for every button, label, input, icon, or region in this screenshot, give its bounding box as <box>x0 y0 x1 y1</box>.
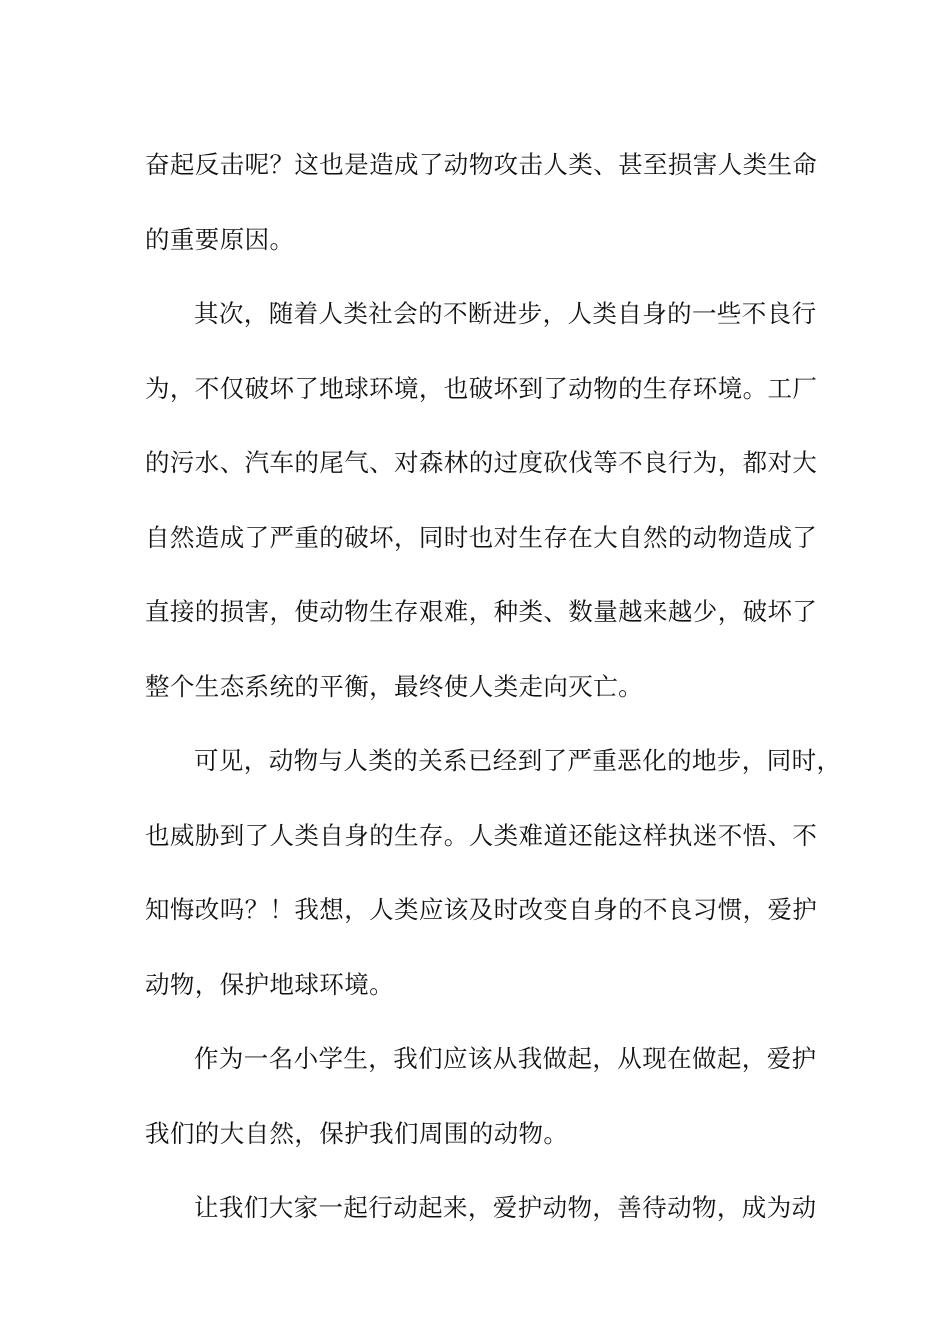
document-body <box>145 128 842 1246</box>
text-line: 让我们大家一起行动起来，爱护动物，善待动物，成为动 <box>194 1193 817 1222</box>
text-line: 可见，动物与人类的关系已经到了严重恶化的地步，同时， <box>194 746 842 775</box>
text-line: 奋起反击呢？这也是造成了动物攻击人类、甚至损害人类生命 <box>145 150 818 179</box>
text-line: 知悔改吗？！我想，人类应该及时改变自身的不良习惯，爱护 <box>145 895 818 924</box>
text-line: 整个生态系统的平衡，最终使人类走向灭亡。 <box>145 671 643 701</box>
text-line: 动物，保护地球环境。 <box>145 969 394 999</box>
text-line: 的重要原因。 <box>145 224 295 254</box>
text-line: 自然造成了严重的破坏，同时也对生存在大自然的动物造成了 <box>145 522 818 552</box>
text-line: 直接的损害，使动物生存艰难，种类、数量越来越少，破坏了 <box>145 597 818 626</box>
text-line: 也威胁到了人类自身的生存。人类难道还能这样执迷不悟、不 <box>145 820 818 850</box>
text-line: 的污水、汽车的尾气、对森林的过度砍伐等不良行为，都对大 <box>145 448 818 477</box>
text-line: 为，不仅破坏了地球环境，也破坏到了动物的生存环境。工厂 <box>145 373 818 403</box>
text-line: 其次，随着人类社会的不断进步，人类自身的一些不良行 <box>194 299 817 328</box>
text-line: 作为一名小学生，我们应该从我做起，从现在做起，爱护 <box>194 1044 817 1073</box>
text-line: 我们的大自然，保护我们周围的动物。 <box>145 1118 569 1148</box>
